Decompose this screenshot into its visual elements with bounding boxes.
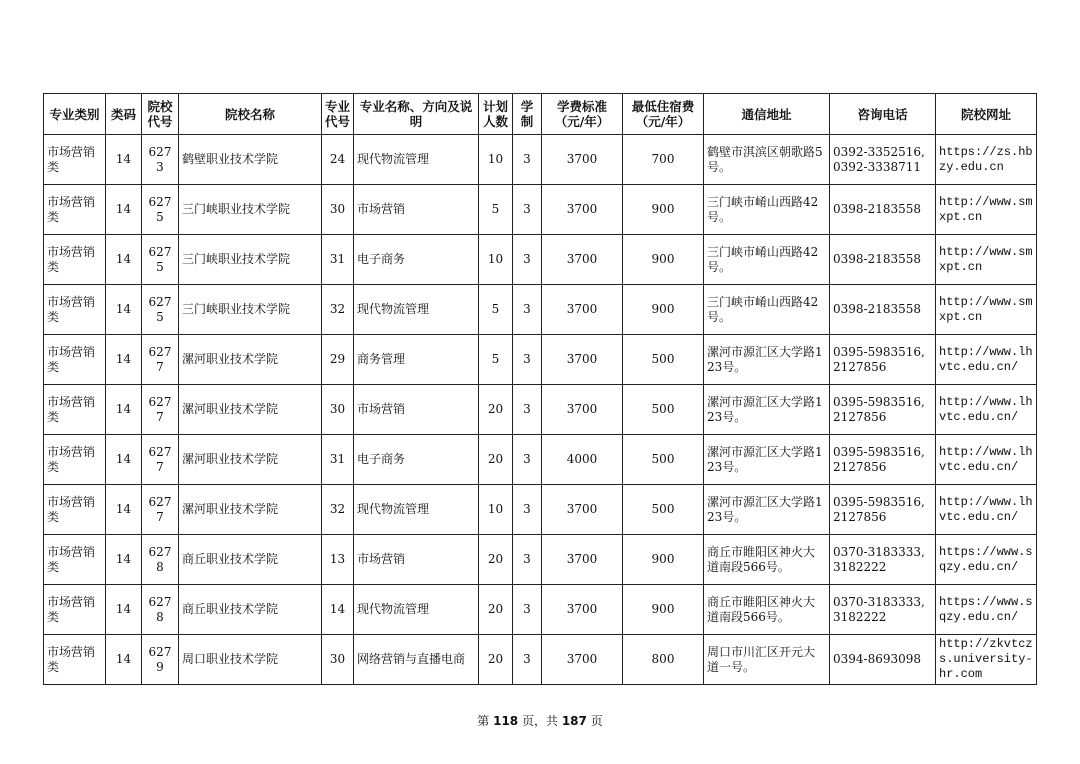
cell-school-name: 三门峡职业技术学院: [179, 235, 322, 285]
cell-school-code: 6275: [142, 235, 179, 285]
cell-class-code: 14: [106, 185, 142, 235]
cell-plan-count: 20: [479, 535, 513, 585]
cell-tuition: 3700: [542, 185, 623, 235]
cell-major-code: 29: [322, 335, 354, 385]
cell-plan-count: 5: [479, 285, 513, 335]
table-body: [44, 135, 1037, 685]
cell-tuition: 4000: [542, 435, 623, 485]
cell-phone: 0395-5983516,2127856: [830, 435, 936, 485]
cell-lodging: 900: [623, 535, 704, 585]
cell-lodging: 700: [623, 135, 704, 185]
cell-school-name: 周口职业技术学院: [179, 635, 322, 685]
cell-plan-count: 20: [479, 585, 513, 635]
cell-school-code: 6275: [142, 185, 179, 235]
cell-address: 三门峡市崤山西路42号。: [704, 285, 830, 335]
cell-school-code: 6278: [142, 585, 179, 635]
cell-tuition: 3700: [542, 135, 623, 185]
cell-address: 商丘市睢阳区神火大道南段566号。: [704, 585, 830, 635]
cell-lodging: 800: [623, 635, 704, 685]
cell-plan-count: 20: [479, 385, 513, 435]
cell-category: 市场营销类: [44, 485, 106, 535]
footer-suffix: 页: [586, 714, 603, 728]
cell-tuition: 3700: [542, 585, 623, 635]
cell-phone: 0398-2183558: [830, 185, 936, 235]
cell-class-code: 14: [106, 285, 142, 335]
cell-address: 三门峡市崤山西路42号。: [704, 185, 830, 235]
cell-class-code: 14: [106, 235, 142, 285]
header-address: 通信地址: [704, 94, 830, 135]
cell-major-name: 市场营销: [354, 185, 479, 235]
cell-lodging: 500: [623, 335, 704, 385]
cell-years: 3: [513, 235, 542, 285]
cell-major-code: 30: [322, 635, 354, 685]
cell-lodging: 900: [623, 235, 704, 285]
cell-school-name: 三门峡职业技术学院: [179, 285, 322, 335]
cell-major-name: 市场营销: [354, 535, 479, 585]
cell-tuition: 3700: [542, 635, 623, 685]
cell-url: http://www.lhvtc.edu.cn/: [936, 485, 1037, 535]
table-row: [44, 235, 1037, 285]
cell-class-code: 14: [106, 385, 142, 435]
header-row: [44, 94, 1037, 135]
cell-tuition: 3700: [542, 535, 623, 585]
cell-phone: 0395-5983516,2127856: [830, 335, 936, 385]
cell-category: 市场营销类: [44, 435, 106, 485]
header-phone: 咨询电话: [830, 94, 936, 135]
cell-years: 3: [513, 635, 542, 685]
footer-middle: 页，共: [518, 714, 562, 728]
cell-category: 市场营销类: [44, 285, 106, 335]
header-major-name: 专业名称、方向及说明: [354, 94, 479, 135]
cell-major-code: 31: [322, 235, 354, 285]
cell-address: 鹤壁市淇滨区朝歌路5号。: [704, 135, 830, 185]
cell-school-name: 三门峡职业技术学院: [179, 185, 322, 235]
cell-major-code: 32: [322, 485, 354, 535]
cell-years: 3: [513, 285, 542, 335]
cell-category: 市场营销类: [44, 335, 106, 385]
cell-years: 3: [513, 585, 542, 635]
cell-category: 市场营销类: [44, 235, 106, 285]
cell-years: 3: [513, 335, 542, 385]
cell-school-name: 漯河职业技术学院: [179, 335, 322, 385]
cell-lodging: 900: [623, 585, 704, 635]
table-row: [44, 135, 1037, 185]
table-row: [44, 435, 1037, 485]
cell-lodging: 500: [623, 435, 704, 485]
cell-school-name: 漯河职业技术学院: [179, 385, 322, 435]
cell-major-name: 电子商务: [354, 435, 479, 485]
cell-category: 市场营销类: [44, 185, 106, 235]
cell-major-code: 14: [322, 585, 354, 635]
header-plan-count: 计划人数: [479, 94, 513, 135]
current-page-number: 118: [493, 714, 519, 728]
cell-school-name: 鹤壁职业技术学院: [179, 135, 322, 185]
cell-school-code: 6278: [142, 535, 179, 585]
cell-address: 商丘市睢阳区神火大道南段566号。: [704, 535, 830, 585]
table-row: [44, 635, 1037, 685]
cell-major-name: 电子商务: [354, 235, 479, 285]
cell-school-name: 漯河职业技术学院: [179, 485, 322, 535]
cell-phone: 0370-3183333,3182222: [830, 585, 936, 635]
cell-category: 市场营销类: [44, 535, 106, 585]
cell-url: https://www.sqzy.edu.cn/: [936, 585, 1037, 635]
header-tuition: 学费标准（元/年）: [542, 94, 623, 135]
cell-class-code: 14: [106, 135, 142, 185]
cell-address: 漯河市源汇区大学路123号。: [704, 385, 830, 435]
footer-prefix: 第: [477, 714, 494, 728]
cell-tuition: 3700: [542, 335, 623, 385]
table-row: [44, 485, 1037, 535]
cell-school-code: 6275: [142, 285, 179, 335]
table-row: [44, 385, 1037, 435]
cell-plan-count: 20: [479, 435, 513, 485]
table-row: [44, 335, 1037, 385]
cell-category: 市场营销类: [44, 135, 106, 185]
cell-phone: 0395-5983516,2127856: [830, 485, 936, 535]
cell-school-code: 6277: [142, 385, 179, 435]
header-class-code: 类码: [106, 94, 142, 135]
table-row: [44, 585, 1037, 635]
cell-years: 3: [513, 485, 542, 535]
cell-years: 3: [513, 185, 542, 235]
cell-school-name: 商丘职业技术学院: [179, 535, 322, 585]
cell-category: 市场营销类: [44, 385, 106, 435]
cell-major-code: 24: [322, 135, 354, 185]
cell-tuition: 3700: [542, 485, 623, 535]
cell-school-code: 6277: [142, 435, 179, 485]
cell-tuition: 3700: [542, 235, 623, 285]
cell-class-code: 14: [106, 635, 142, 685]
cell-plan-count: 10: [479, 235, 513, 285]
cell-url: http://www.lhvtc.edu.cn/: [936, 435, 1037, 485]
cell-url: https://www.sqzy.edu.cn/: [936, 535, 1037, 585]
cell-major-code: 30: [322, 385, 354, 435]
cell-class-code: 14: [106, 485, 142, 535]
cell-years: 3: [513, 385, 542, 435]
cell-tuition: 3700: [542, 385, 623, 435]
cell-url: http://zkvtczs.university-hr.com: [936, 635, 1037, 685]
header-category: 专业类别: [44, 94, 106, 135]
cell-address: 周口市川汇区开元大道一号。: [704, 635, 830, 685]
cell-phone: 0394-8693098: [830, 635, 936, 685]
cell-years: 3: [513, 535, 542, 585]
header-school-code: 院校代号: [142, 94, 179, 135]
cell-plan-count: 5: [479, 185, 513, 235]
cell-address: 漯河市源汇区大学路123号。: [704, 485, 830, 535]
cell-years: 3: [513, 135, 542, 185]
cell-school-code: 6277: [142, 335, 179, 385]
cell-class-code: 14: [106, 335, 142, 385]
cell-url: http://www.smxpt.cn: [936, 285, 1037, 335]
table-row: [44, 535, 1037, 585]
header-years: 学制: [513, 94, 542, 135]
cell-school-code: 6277: [142, 485, 179, 535]
cell-major-name: 网络营销与直播电商: [354, 635, 479, 685]
cell-category: 市场营销类: [44, 635, 106, 685]
cell-major-code: 13: [322, 535, 354, 585]
header-lodging: 最低住宿费（元/年）: [623, 94, 704, 135]
cell-plan-count: 20: [479, 635, 513, 685]
cell-plan-count: 10: [479, 485, 513, 535]
header-url: 院校网址: [936, 94, 1037, 135]
cell-school-name: 漯河职业技术学院: [179, 435, 322, 485]
header-major-code: 专业代号: [322, 94, 354, 135]
cell-major-code: 32: [322, 285, 354, 335]
cell-years: 3: [513, 435, 542, 485]
total-page-number: 187: [561, 714, 587, 728]
cell-lodging: 900: [623, 285, 704, 335]
cell-tuition: 3700: [542, 285, 623, 335]
cell-major-code: 31: [322, 435, 354, 485]
cell-phone: 0392-3352516,0392-3338711: [830, 135, 936, 185]
cell-address: 漯河市源汇区大学路123号。: [704, 435, 830, 485]
admissions-table: [43, 93, 1037, 685]
cell-lodging: 500: [623, 485, 704, 535]
cell-plan-count: 5: [479, 335, 513, 385]
cell-major-name: 现代物流管理: [354, 285, 479, 335]
cell-url: http://www.smxpt.cn: [936, 235, 1037, 285]
cell-category: 市场营销类: [44, 585, 106, 635]
cell-major-name: 现代物流管理: [354, 485, 479, 535]
cell-plan-count: 10: [479, 135, 513, 185]
cell-major-name: 现代物流管理: [354, 585, 479, 635]
cell-school-code: 6273: [142, 135, 179, 185]
cell-class-code: 14: [106, 535, 142, 585]
cell-school-name: 商丘职业技术学院: [179, 585, 322, 635]
cell-lodging: 500: [623, 385, 704, 435]
cell-url: http://www.lhvtc.edu.cn/: [936, 385, 1037, 435]
cell-major-name: 现代物流管理: [354, 135, 479, 185]
cell-major-code: 30: [322, 185, 354, 235]
table-row: [44, 185, 1037, 235]
cell-url: https://zs.hbzy.edu.cn: [936, 135, 1037, 185]
cell-class-code: 14: [106, 435, 142, 485]
cell-major-name: 市场营销: [354, 385, 479, 435]
cell-class-code: 14: [106, 585, 142, 635]
cell-address: 三门峡市崤山西路42号。: [704, 235, 830, 285]
cell-url: http://www.smxpt.cn: [936, 185, 1037, 235]
cell-major-name: 商务管理: [354, 335, 479, 385]
page-footer: [0, 712, 1080, 729]
cell-phone: 0398-2183558: [830, 235, 936, 285]
header-school-name: 院校名称: [179, 94, 322, 135]
cell-phone: 0398-2183558: [830, 285, 936, 335]
cell-phone: 0395-5983516,2127856: [830, 385, 936, 435]
cell-lodging: 900: [623, 185, 704, 235]
table-row: [44, 285, 1037, 335]
cell-phone: 0370-3183333,3182222: [830, 535, 936, 585]
cell-url: http://www.lhvtc.edu.cn/: [936, 335, 1037, 385]
cell-address: 漯河市源汇区大学路123号。: [704, 335, 830, 385]
cell-school-code: 6279: [142, 635, 179, 685]
